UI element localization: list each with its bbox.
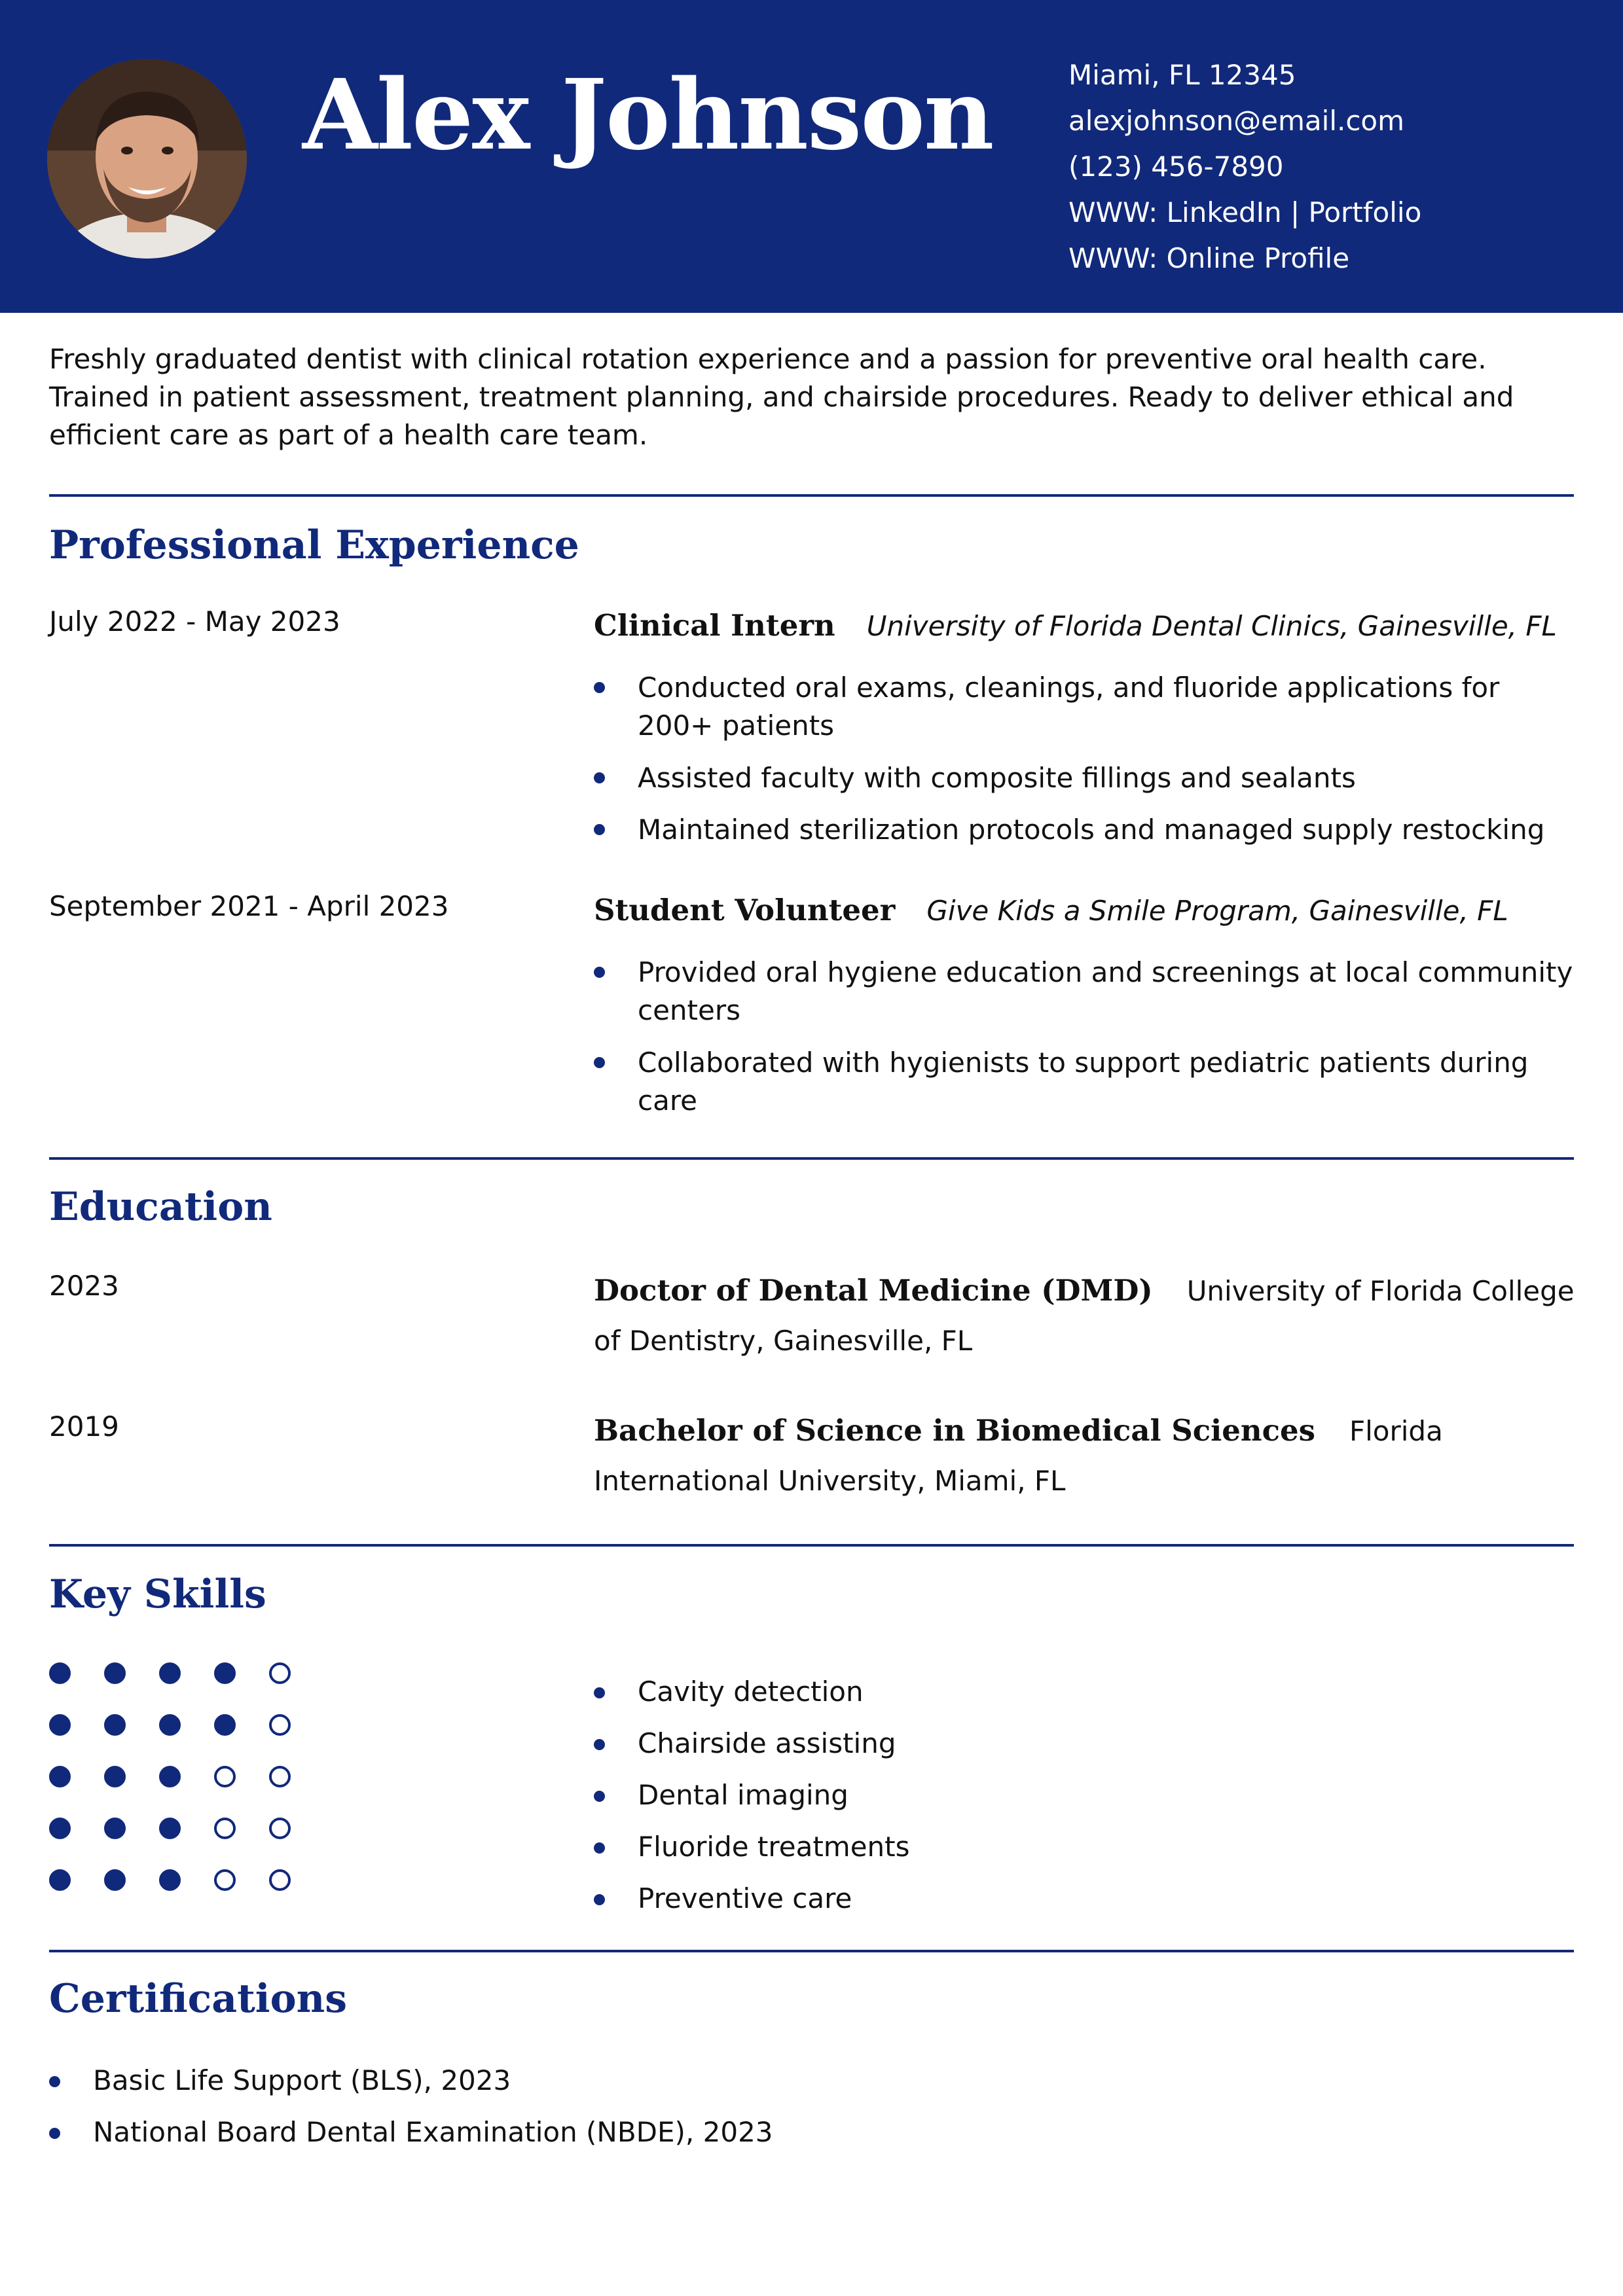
certification-item: National Board Dental Examination (NBDE), 2023 — [49, 2106, 773, 2158]
job-heading — [594, 893, 1508, 927]
rating-dot-filled — [49, 1662, 71, 1684]
rating-dot-filled — [49, 1818, 71, 1839]
rating-dot-empty — [214, 1766, 236, 1787]
rating-dot-filled — [159, 1766, 181, 1787]
education-degree: Bachelor of Science in Biomedical Sciences — [594, 1413, 1315, 1448]
section-title-experience: Professional Experience — [49, 522, 579, 568]
skill-item: Cavity detection — [594, 1666, 910, 1717]
rating-dot-filled — [104, 1869, 126, 1891]
contact-block — [1068, 52, 1421, 281]
rating-dot-filled — [49, 1766, 71, 1787]
rating-dot-filled — [104, 1818, 126, 1839]
skills-list — [594, 1666, 910, 1924]
rating-dot-empty — [269, 1714, 291, 1736]
education-school: Florida International University, Miami, FL — [594, 1415, 1443, 1497]
contact-email[interactable]: alexjohnson@email.com — [1068, 105, 1405, 137]
certification-item: Basic Life Support (BLS), 2023 — [49, 2054, 773, 2106]
list-item: Collaborated with hygienists to support pediatric patients during care — [594, 1044, 1576, 1120]
avatar — [47, 59, 247, 259]
contact-phone[interactable]: (123) 456-7890 — [1068, 151, 1284, 183]
rating-dot-filled — [214, 1714, 236, 1736]
rating-dot-filled — [104, 1714, 126, 1736]
rating-dot-filled — [159, 1818, 181, 1839]
job-dates: July 2022 - May 2023 — [49, 605, 340, 637]
certifications-list — [49, 2054, 773, 2158]
section-title-skills: Key Skills — [49, 1571, 266, 1617]
rating-dot-filled — [159, 1662, 181, 1684]
section-title-education: Education — [49, 1184, 272, 1230]
skill-item: Fluoride treatments — [594, 1821, 910, 1873]
rating-dot-empty — [214, 1869, 236, 1891]
rating-dot-empty — [269, 1818, 291, 1839]
divider — [49, 1544, 1574, 1547]
divider — [49, 1157, 1574, 1160]
education-entry — [594, 1406, 1576, 1506]
contact-location: Miami, FL 12345 — [1068, 59, 1296, 91]
rating-dot-filled — [104, 1766, 126, 1787]
rating-dot-filled — [159, 1869, 181, 1891]
education-school: University of Florida College of Dentistry, Gainesville, FL — [594, 1275, 1575, 1357]
education-year: 2023 — [49, 1270, 119, 1302]
contact-links[interactable]: WWW: LinkedIn | Portfolio — [1068, 196, 1422, 228]
contact-online-profile[interactable]: WWW: Online Profile — [1068, 242, 1350, 274]
divider — [49, 494, 1574, 497]
rating-dot-filled — [159, 1714, 181, 1736]
rating-dot-empty — [269, 1869, 291, 1891]
rating-dot-filled — [49, 1869, 71, 1891]
profile-photo-icon — [47, 59, 247, 259]
rating-dot-empty — [214, 1818, 236, 1839]
divider — [49, 1950, 1574, 1952]
education-degree: Doctor of Dental Medicine (DMD) — [594, 1273, 1153, 1308]
skill-rating-row — [49, 1869, 311, 1892]
summary: Freshly graduated dentist with clinical rotation experience and a passion for preventive oral health care. Trained in patient assessment, treatment planning, and chairside procedures. Ready to deliver ethical and efficient care as part of a health care team. — [49, 343, 1514, 451]
section-title-certifications: Certifications — [49, 1976, 348, 2022]
job-organization: Give Kids a Smile Program, Gainesville, FL — [926, 895, 1508, 927]
job-heading — [594, 608, 1557, 643]
skill-rating-row — [49, 1714, 311, 1736]
job-dates: September 2021 - April 2023 — [49, 890, 449, 922]
job-role: Clinical Intern — [594, 608, 835, 643]
skill-rating-row — [49, 1662, 311, 1685]
list-item: Provided oral hygiene education and screenings at local community centers — [594, 954, 1576, 1030]
candidate-name: Alex Johnson — [302, 58, 993, 171]
education-year: 2019 — [49, 1410, 119, 1443]
job-role: Student Volunteer — [594, 893, 896, 927]
header-banner — [0, 0, 1623, 313]
education-entry — [594, 1266, 1576, 1366]
skill-item: Preventive care — [594, 1873, 910, 1924]
list-item: Maintained sterilization protocols and managed supply restocking — [594, 811, 1576, 849]
rating-dot-empty — [269, 1662, 291, 1684]
list-item: Assisted faculty with composite fillings and sealants — [594, 759, 1576, 797]
rating-dot-filled — [49, 1714, 71, 1736]
rating-dot-filled — [214, 1662, 236, 1684]
skill-item: Chairside assisting — [594, 1717, 910, 1769]
job-bullets — [594, 954, 1576, 1120]
skill-rating-row — [49, 1766, 311, 1788]
skill-rating-row — [49, 1818, 311, 1840]
job-organization: University of Florida Dental Clinics, Gainesville, FL — [866, 610, 1557, 642]
rating-dot-empty — [269, 1766, 291, 1787]
list-item: Conducted oral exams, cleanings, and fluoride applications for 200+ patients — [594, 669, 1576, 745]
job-bullets — [594, 669, 1576, 849]
rating-dot-filled — [104, 1662, 126, 1684]
skill-item: Dental imaging — [594, 1769, 910, 1821]
